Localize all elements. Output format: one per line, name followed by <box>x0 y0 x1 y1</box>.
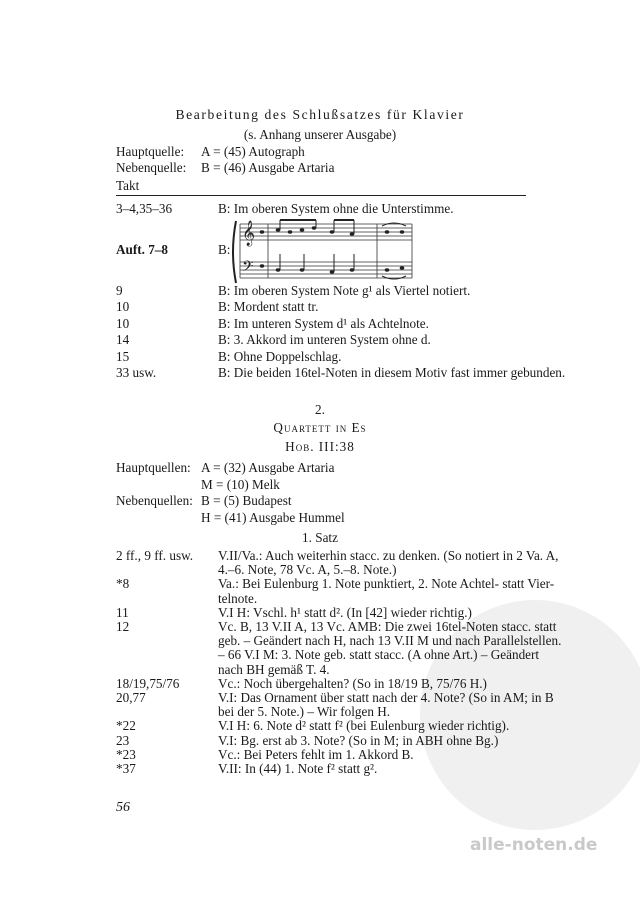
section-title-quartet: Quartett in Es <box>273 420 367 435</box>
hoboken-number: Hob. III:38 <box>285 439 355 454</box>
source-value: B = (5) Budapest <box>201 493 292 508</box>
header-rule <box>116 195 526 196</box>
source-value: B = (46) Ausgabe Artaria <box>201 160 335 175</box>
row-takt: 10 <box>116 299 130 314</box>
row-takt: Auft. 7–8 <box>116 242 169 257</box>
row-takt: *8 <box>116 576 130 592</box>
row-takt: 23 <box>116 732 130 748</box>
row-text: B: Im oberen System ohne die Unterstimme. <box>218 201 454 216</box>
section-title: Bearbeitung des Schlußsatzes für Klavier <box>175 107 465 122</box>
row-text-line: V.II: In (44) 1. Note f² statt g². <box>218 761 378 776</box>
row-takt: *37 <box>116 761 136 776</box>
row-text: B: Die beiden 16tel-Noten in diesem Motiv fast immer gebunden. <box>218 365 566 380</box>
svg-text:𝄞: 𝄞 <box>242 220 256 245</box>
row-text: B: Im oberen System Note g¹ als Viertel notiert. <box>218 283 471 298</box>
source-value: M = (10) Melk <box>201 476 280 492</box>
row-text-line: V.I H: Vschl. h¹ statt d². (In [42] wieder richtig.) <box>218 604 472 620</box>
row-text-line: bei der 5. Note.) – Wir folgen H. <box>218 704 391 720</box>
column-header-takt: Takt <box>116 178 140 193</box>
row-text-line: Vc. B, 13 V.II A, 13 Vc. AMB: Die zwei 16tel-Noten stacc. statt <box>218 619 557 634</box>
row-text-line: geb. – Geändert nach H, nach 13 V.II M und nach Parallelstellen. <box>218 633 562 649</box>
row-takt: 33 usw. <box>116 365 157 380</box>
row-text-line: Vc.: Bei Peters fehlt im 1. Akkord B. <box>218 746 414 762</box>
row-takt: 15 <box>116 349 130 364</box>
row-takt: 14 <box>116 332 130 347</box>
row-text-line: V.II/Va.: Auch weiterhin stacc. zu denken. (So notiert in 2 Va. A, <box>218 548 559 563</box>
svg-text:𝄢: 𝄢 <box>242 258 254 278</box>
source-value: A = (32) Ausgabe Artaria <box>201 460 335 475</box>
row-takt: *23 <box>116 746 136 762</box>
row-text-line: V.I: Das Ornament über statt nach der 4. Note? (So in AM; in B <box>218 690 554 705</box>
movement-heading: 1. Satz <box>302 530 338 545</box>
source-label: Nebenquelle: <box>116 160 187 175</box>
source-label: Nebenquellen: <box>116 493 193 508</box>
row-takt: 12 <box>116 619 130 634</box>
row-takt: 18/19,75/76 <box>116 675 180 691</box>
row-takt: 2 ff., 9 ff. usw. <box>116 548 194 563</box>
source-label: Hauptquellen: <box>116 460 191 475</box>
row-text-line: V.I: Bg. erst ab 3. Note? (So in M; in ABH ohne Bg.) <box>218 732 499 748</box>
row-text: B: 3. Akkord im unteren System ohne d. <box>218 332 431 347</box>
row-takt: 3–4,35–36 <box>116 201 173 216</box>
row-text: B: Ohne Doppelschlag. <box>218 349 342 364</box>
section-number: 2. <box>315 402 325 417</box>
row-takt: 9 <box>116 283 123 298</box>
row-takt: *22 <box>116 718 136 734</box>
source-value: H = (41) Ausgabe Hummel <box>201 509 345 525</box>
watermark-text: alle-noten.de <box>470 835 598 855</box>
source-label: Hauptquelle: <box>116 144 185 159</box>
source-value: A = (45) Autograph <box>201 144 305 159</box>
row-text-line: Vc.: Noch übergehalten? (So in 18/19 B, 75/76 H.) <box>218 675 487 691</box>
row-text-line: Va.: Bei Eulenburg 1. Note punktiert, 2. Note Achtel- statt Vier- <box>218 576 555 592</box>
music-notation-example <box>232 218 414 286</box>
row-takt: 11 <box>116 604 129 620</box>
row-takt: 10 <box>116 316 130 331</box>
row-takt: 20,77 <box>116 690 146 705</box>
row-text-line: 4.–6. Note, 78 Vc. A, 5.–8. Note.) <box>218 562 397 578</box>
row-text-line: – 66 V.I M: 3. Note geb. statt stacc. (A ohne Art.) – Geändert <box>218 647 540 663</box>
row-text: B: <box>218 242 231 257</box>
page-number: 56 <box>116 800 130 815</box>
row-text-line: V.I H: 6. Note d² statt f² (bei Eulenburg wieder richtig). <box>218 718 510 734</box>
row-text-line: telnote. <box>218 590 258 606</box>
row-text-line: nach BH gemäß T. 4. <box>218 661 330 677</box>
section-subtitle: (s. Anhang unserer Ausgabe) <box>243 127 397 142</box>
row-text: B: Im unteren System d¹ als Achtelnote. <box>218 316 429 331</box>
row-text: B: Mordent statt tr. <box>218 299 319 314</box>
